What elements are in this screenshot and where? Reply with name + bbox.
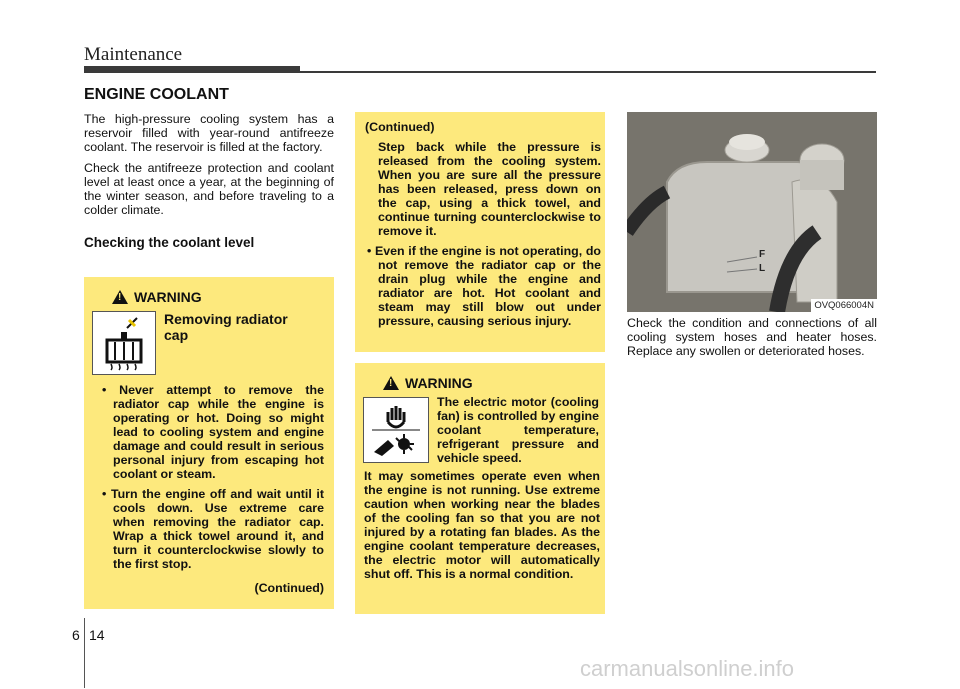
watermark: carmanualsonline.info [580, 656, 795, 681]
warning-box-radiator [84, 277, 334, 609]
warning-triangle-icon: ! [112, 290, 128, 304]
continued-label: (Continued) [365, 120, 435, 134]
hot-radiator-icon [92, 311, 156, 375]
warning-triangle-icon: ! [383, 376, 399, 390]
warning-label: WARNING [134, 289, 202, 305]
intro-column [84, 112, 334, 250]
footer-divider [84, 618, 85, 688]
continued-body [365, 120, 601, 334]
continued-label: (Continued) [254, 581, 324, 595]
warning-label: WARNING [405, 375, 473, 391]
header-bar [84, 66, 300, 73]
warning-bullets [102, 383, 324, 577]
photo-code: OVQ066004N [811, 299, 877, 312]
coolant-reservoir-photo [627, 112, 877, 312]
intro-paragraph-1: The high-pressure cooling system has a reservoir filled with year-round antifreeze coolant. The reservoir is filled at the factory. [84, 112, 334, 154]
warning-fan-intro: The electric motor (cooling fan) is controlled by engine coolant temperature, refrigerant pressure and vehicle speed. [437, 395, 599, 465]
header-rule [300, 71, 876, 73]
warning-box-fan [355, 363, 605, 614]
warning-heading [383, 375, 473, 391]
warning-heading [112, 289, 202, 305]
section-header: Maintenance [84, 44, 183, 65]
warning-fan-body: It may sometimes operate even when the engine is not running. Use extreme caution when working near the blades of the cooling fan so that you are not injured by a rotating fan blades. As the engine coolant temperature decreases, the electric motor will automatically shut off. This is a normal condition. [364, 469, 600, 581]
fan-hand-icon [363, 397, 429, 463]
warning-subtitle: Removing radiator cap [164, 311, 288, 343]
full-mark: F [759, 249, 766, 260]
subheading: Checking the coolant level [84, 235, 255, 250]
warning-bullet-2: • Turn the engine off and wait until it cools down. Use extreme care when removing the radiator cap. Wrap a thick towel around it, and turn it counterclockwise slowly to the first stop. [102, 487, 324, 571]
warning-box-continued [355, 112, 605, 352]
warning-bullet-1: • Never attempt to remove the radiator cap while the engine is operating or hot. Doing so might lead to cooling system and engine damage and could result in serious personal injury from escaping hot coolant or steam. [102, 383, 324, 481]
intro-paragraph-2: Check the antifreeze protection and coolant level at least once a year, at the beginning of the winter season, and before traveling to a colder climate. [84, 161, 334, 217]
continued-bullet: • Even if the engine is not operating, do not remove the radiator cap or the drain plug while the engine and radiator are hot. Hot coolant and steam may still blow out under pressure, causing serious injury. [367, 244, 601, 328]
continued-paragraph: Step back while the pressure is released from the cooling system. When you are sure all the pressure has been released, press down on the cap, using a thick towel, and continue turning counterclockwise to remove it. [378, 140, 601, 238]
page-number: 14 [89, 627, 105, 643]
hoses-paragraph: Check the condition and connections of all cooling system hoses and heater hoses. Replace any swollen or deteriorated hoses. [627, 316, 877, 358]
low-mark: L [759, 263, 766, 274]
page-title: ENGINE COOLANT [84, 86, 229, 103]
chapter-number: 6 [72, 627, 80, 643]
